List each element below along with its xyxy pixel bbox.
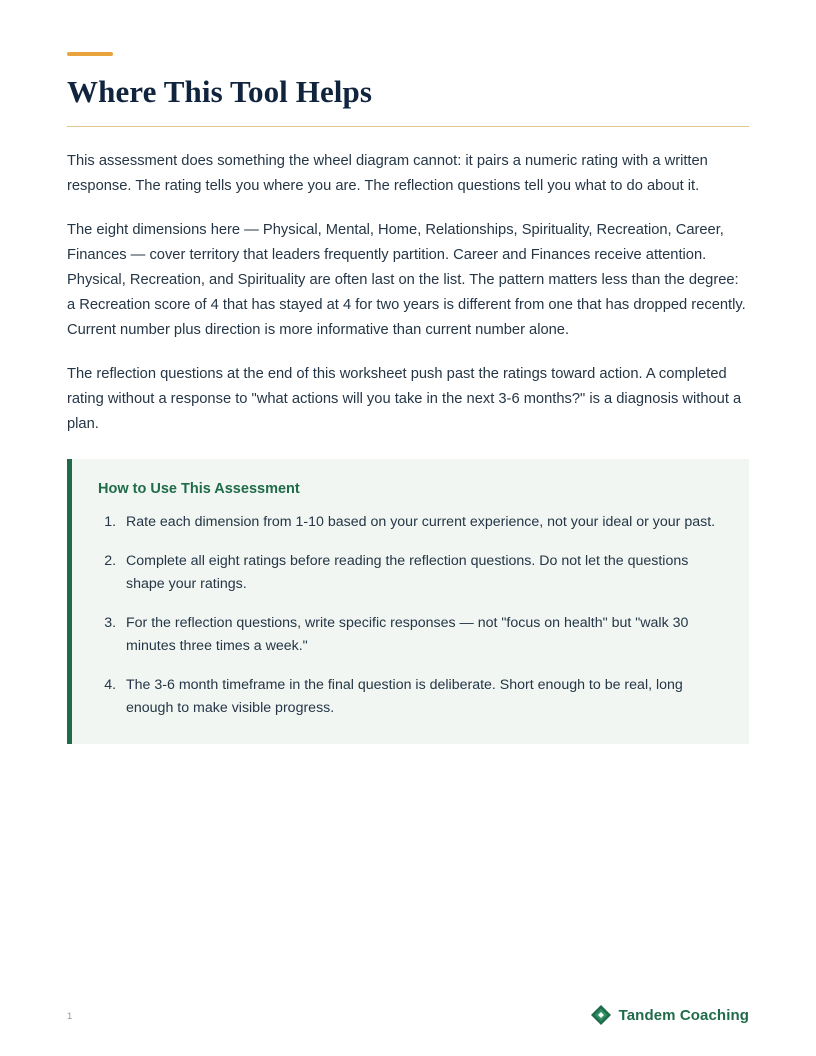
list-item: 4. The 3-6 month timeframe in the final question is deliberate. Short enough to be real, long enough to make visible progress.	[120, 674, 723, 720]
page-content	[67, 52, 749, 744]
body-paragraph-3: The reflection questions at the end of this worksheet push past the ratings toward action. A completed rating without a response to "what actions will you take in the next 3-6 months?" is a diagnosis without a plan.	[67, 365, 742, 432]
callout-heading: How to Use This Assessment	[98, 480, 300, 497]
list-item: 1. Rate each dimension from 1-10 based on your current experience, not your ideal or your past.	[120, 511, 723, 534]
diamond-logo-icon	[590, 1004, 612, 1026]
title-divider	[67, 126, 749, 127]
accent-rule	[67, 52, 113, 56]
page-title: Where This Tool Helps	[67, 74, 373, 109]
body-paragraph-1: This assessment does something the wheel diagram cannot: it pairs a numeric rating with a written response. The rating tells you where you are. The reflection questions tell you what to do about it.	[67, 152, 708, 194]
callout-list	[98, 511, 723, 720]
brand-name: Tandem Coaching	[618, 1006, 749, 1024]
page-number: 1	[67, 1011, 73, 1022]
brand-lockup	[590, 1004, 749, 1026]
callout-box	[67, 459, 749, 744]
body-paragraph-2: The eight dimensions here — Physical, Mental, Home, Relationships, Spirituality, Recreation, Career, Finances — cover territory that leaders frequently partition. Career and Finances receive attention. Physical, Recreation, and Spirituality are often last on the list. The pattern matters less than the degree: a Recreation score of 4 that has stayed at 4 for two years is different from one that has dropped recently. Current number plus direction is more informative than current number alone.	[67, 221, 746, 338]
page-footer	[0, 996, 816, 1056]
list-item: 2. Complete all eight ratings before reading the reflection questions. Do not let the questions shape your ratings.	[120, 550, 723, 596]
list-item: 3. For the reflection questions, write specific responses — not "focus on health" but "walk 30 minutes three times a week."	[120, 612, 723, 658]
